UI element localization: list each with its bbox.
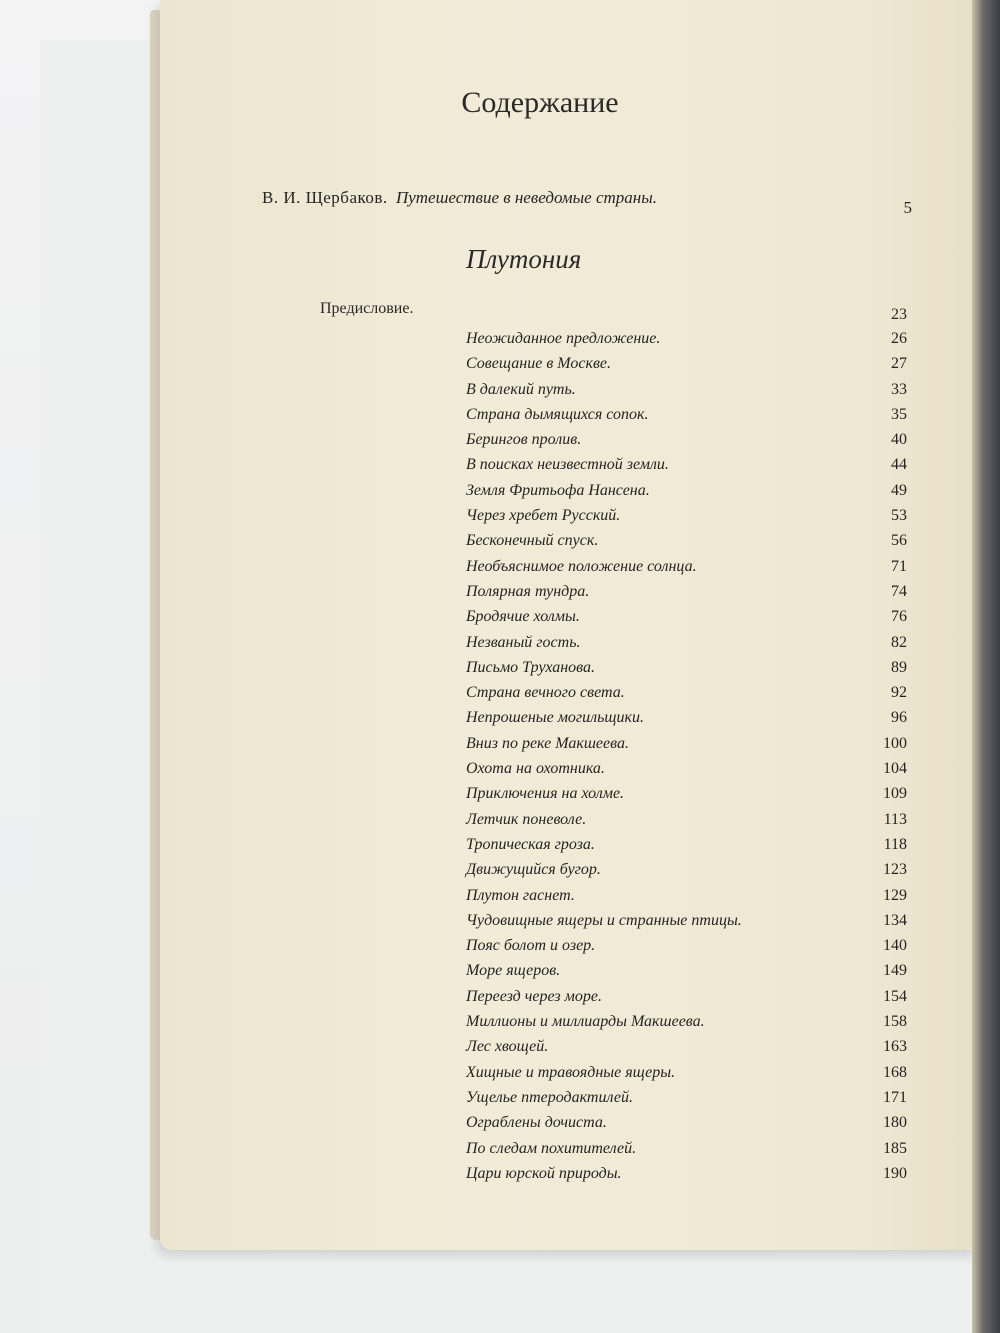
chapter-title: Страна вечного света. <box>466 684 625 702</box>
toc-entry <box>466 505 907 530</box>
toc-entry <box>466 480 907 505</box>
toc-entry <box>466 682 907 707</box>
toc-entry <box>466 454 907 479</box>
chapter-title: Миллионы и миллиарды Макшеева. <box>466 1013 705 1031</box>
chapter-page-number: 76 <box>891 608 907 626</box>
chapter-page-number: 154 <box>883 987 907 1005</box>
toc-entry <box>466 404 907 429</box>
chapter-page-number: 40 <box>891 431 907 449</box>
chapter-title: Пояс болот и озер. <box>466 937 596 955</box>
toc-entry <box>466 783 907 808</box>
toc-entry <box>466 885 907 910</box>
chapter-page-number: 33 <box>891 380 907 398</box>
chapter-page-number: 118 <box>883 835 907 853</box>
chapter-title: Неожиданное предложение. <box>466 330 661 347</box>
chapter-title: По следам похитителей. <box>466 1139 637 1157</box>
chapter-page-number: 180 <box>883 1114 907 1132</box>
chapter-title: Страна дымящихся сопок. <box>466 405 649 423</box>
chapter-title: Цари юрской природы. <box>466 1164 622 1182</box>
preface-label: Предисловие. <box>320 300 414 317</box>
chapter-title: Незваный гость. <box>466 633 581 651</box>
chapter-page-number: 82 <box>891 633 907 651</box>
chapter-title: В далекий путь. <box>466 380 576 398</box>
chapter-page-number: 56 <box>891 532 907 550</box>
toc-entry <box>466 859 907 884</box>
chapter-title: Хищные и травоядные ящеры. <box>466 1063 676 1081</box>
toc-entry <box>466 657 907 682</box>
chapter-title: Плутон гаснет. <box>466 886 575 904</box>
chapter-page-number: 163 <box>883 1038 907 1056</box>
chapter-page-number: 49 <box>891 481 907 499</box>
chapter-title: Тропическая гроза. <box>466 835 595 853</box>
chapter-title: Чудовищные ящеры и странные птицы. <box>466 911 742 929</box>
chapter-title: Непрошеные могильщики. <box>466 709 644 727</box>
toc-entry <box>466 758 907 783</box>
chapter-title: Движущийся бугор. <box>466 861 601 879</box>
toc-entry <box>466 1163 907 1188</box>
toc-entry <box>466 809 907 834</box>
chapter-title: Через хребет Русский. <box>466 507 621 525</box>
contents-heading <box>0 86 1000 120</box>
chapter-title: Ограблены дочиста. <box>466 1114 607 1132</box>
chapter-title: Необъяснимое положение солнца. <box>466 557 697 575</box>
chapter-title: Совещание в Москве. <box>466 355 612 373</box>
chapter-title: Море ящеров. <box>466 962 561 980</box>
chapter-page-number: 149 <box>883 962 907 980</box>
chapter-title: Переезд через море. <box>466 987 602 1005</box>
chapter-page-number: 35 <box>891 405 907 423</box>
chapter-page-number: 92 <box>891 684 907 702</box>
chapter-page-number: 74 <box>891 582 907 600</box>
chapter-page-number: 168 <box>883 1063 907 1081</box>
toc-entry <box>466 910 907 935</box>
toc-entry <box>466 1138 907 1163</box>
toc-entry <box>466 1036 907 1061</box>
chapter-page-number: 134 <box>883 911 907 929</box>
chapter-page-number: 71 <box>891 557 907 575</box>
contents-heading-text: Содержание <box>461 86 619 119</box>
toc-entry <box>466 632 907 657</box>
chapter-title: Охота на охотника. <box>466 760 605 778</box>
chapter-page-number: 27 <box>891 355 907 373</box>
book-spine <box>972 0 1000 1333</box>
intro-work-title: Путешествие в неведомые страны. <box>395 188 657 207</box>
toc-entry <box>466 935 907 960</box>
chapter-title: Письмо Труханова. <box>466 658 595 676</box>
chapter-title: Берингов пролив. <box>466 431 582 449</box>
chapter-page-number: 104 <box>883 760 907 778</box>
toc-entry <box>466 328 907 353</box>
chapter-page-number: 158 <box>883 1013 907 1031</box>
toc-entry <box>466 707 907 732</box>
toc-entry <box>466 1062 907 1087</box>
toc-entry <box>466 530 907 555</box>
toc-entry <box>466 986 907 1011</box>
chapter-title: Полярная тундра. <box>466 582 590 600</box>
toc-entry <box>466 1011 907 1036</box>
chapter-page-number: 190 <box>883 1164 907 1182</box>
chapter-page-number: 129 <box>883 886 907 904</box>
chapter-page-number: 53 <box>891 507 907 525</box>
chapter-page-number: 171 <box>883 1088 907 1106</box>
chapter-list <box>466 328 907 1188</box>
chapter-title: Приключения на холме. <box>466 785 625 803</box>
toc-entry <box>466 556 907 581</box>
chapter-title: Земля Фритьофа Нансена. <box>466 481 650 499</box>
chapter-page-number: 96 <box>891 709 907 727</box>
toc-entry <box>466 733 907 758</box>
chapter-page-number: 113 <box>883 810 907 828</box>
intro-author: В. И. Щербаков. <box>262 188 388 207</box>
chapter-title: Лес хвощей. <box>466 1038 549 1056</box>
chapter-title: Ущелье птеродактилей. <box>466 1088 633 1106</box>
chapter-page-number: 140 <box>883 937 907 955</box>
chapter-page-number: 185 <box>883 1139 907 1157</box>
toc-entry <box>466 581 907 606</box>
chapter-title: В поисках неизвестной земли. <box>466 456 669 474</box>
chapter-page-number: 89 <box>891 658 907 676</box>
chapter-page-number: 44 <box>891 456 907 474</box>
toc-entry <box>466 379 907 404</box>
chapter-title: Бродячие холмы. <box>466 608 580 626</box>
chapter-page-number: 26 <box>891 330 907 347</box>
chapter-page-number: 109 <box>883 785 907 803</box>
toc-entry <box>466 1112 907 1137</box>
toc-entry <box>466 429 907 454</box>
chapter-title: Вниз по реке Макшеева. <box>466 734 629 752</box>
chapter-page-number: 100 <box>883 734 907 752</box>
preface-page-number: 23 <box>891 306 907 323</box>
intro-page-number: 5 <box>903 198 912 217</box>
part-title: Плутония <box>466 244 582 274</box>
chapter-title: Бесконечный спуск. <box>466 532 599 550</box>
intro-entry <box>240 188 920 217</box>
chapter-page-number: 123 <box>883 861 907 879</box>
toc-entry <box>466 353 907 378</box>
toc-entry <box>466 960 907 985</box>
toc-entry <box>466 1087 907 1112</box>
toc-entry <box>466 834 907 859</box>
chapter-title: Летчик поневоле. <box>466 810 587 828</box>
toc-entry <box>466 606 907 631</box>
